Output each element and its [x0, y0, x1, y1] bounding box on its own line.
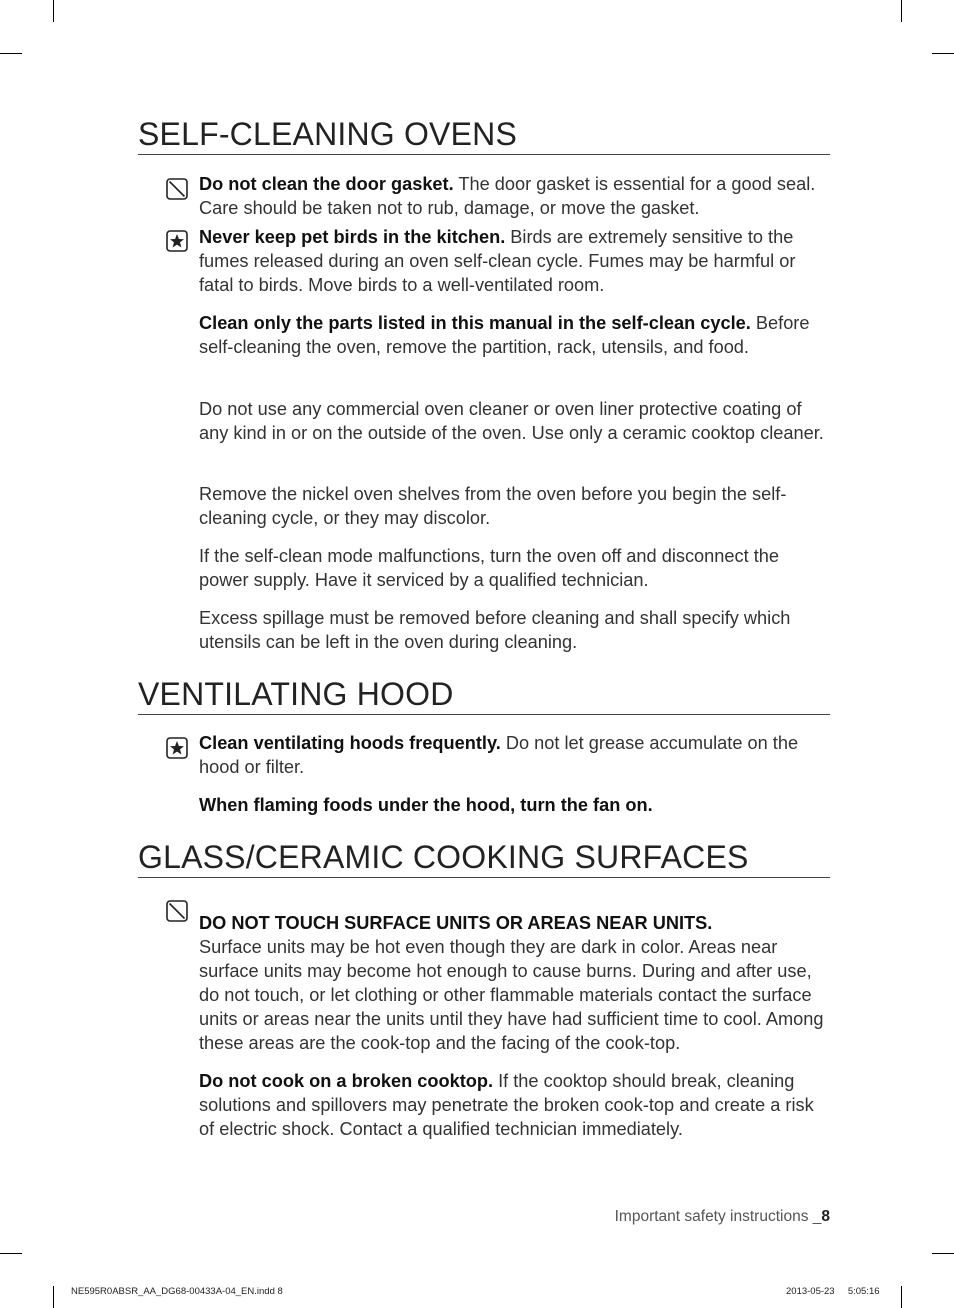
warning-heading: Never keep pet birds in the kitchen. — [199, 227, 506, 247]
instruction-heading: Clean only the parts listed in this manual in the self-clean cycle. — [199, 313, 751, 333]
warning-star-icon — [166, 230, 188, 252]
warning-paragraph — [199, 172, 831, 220]
warning-heading: DO NOT TOUCH SURFACE UNITS OR AREAS NEAR UNITS. — [199, 913, 713, 933]
crop-mark — [932, 53, 954, 54]
warning-paragraph — [199, 911, 831, 1055]
warning-heading: Do not clean the door gasket. — [199, 174, 454, 194]
instruction-heading: Do not cook on a broken cooktop. — [199, 1071, 494, 1091]
instruction-paragraph: Excess spillage must be removed before cleaning and shall specify which utensils can be left in the oven during cleaning. — [199, 608, 791, 652]
section-title: SELF-CLEANING OVENS — [138, 116, 830, 155]
crop-mark — [0, 53, 22, 54]
warning-text: Birds are extremely sensitive to the fumes released during an oven self-clean cycle. Fumes may be harmful or fatal to birds. Move birds to a well-ventilated room. — [199, 227, 796, 295]
page-footer — [615, 1208, 830, 1226]
crop-mark — [901, 1286, 902, 1308]
instruction-paragraph: Do not use any commercial oven cleaner or oven liner protective coating of any kind in or on the outside of the oven. Use only a ceramic cooktop cleaner. — [199, 399, 824, 443]
warning-text: Do not let grease accumulate on the hood or filter. — [199, 733, 799, 777]
crop-mark — [53, 0, 54, 22]
instruction-paragraph: If the self-clean mode malfunctions, turn the oven off and disconnect the power supply. Have it serviced by a qualified technician. — [199, 546, 779, 590]
warning-text: Surface units may be hot even though they are dark in color. Areas near surface units may become hot enough to cause burns. During and after use, do not touch, or let clothing or other flammable materials contact the surface units or areas near the units until they have had sufficient time to cool. Among these areas are the cook-top and the facing of the cook-top. — [199, 937, 824, 1053]
crop-mark — [932, 1253, 954, 1254]
section-title: GLASS/CERAMIC COOKING SURFACES — [138, 839, 830, 878]
slug-mark — [837, 1286, 845, 1297]
crop-mark — [0, 1253, 22, 1254]
instruction-paragraph — [199, 1069, 831, 1141]
warning-text: The door gasket is essential for a good seal. Care should be taken not to rub, damage, or move the gasket. — [199, 174, 816, 218]
instruction-text: Before self-cleaning the oven, remove the partition, rack, utensils, and food. — [199, 313, 810, 357]
crop-mark — [901, 0, 902, 22]
print-slug-timestamp — [786, 1286, 880, 1297]
section-title: VENTILATING HOOD — [138, 676, 830, 715]
page-number: 8 — [821, 1208, 830, 1225]
crop-mark — [53, 1286, 54, 1308]
warning-paragraph — [199, 731, 831, 779]
slug-date: 2013-05-23 — [786, 1286, 835, 1297]
instruction-text: If the cooktop should break, cleaning solutions and spillovers may penetrate the broken cook-top and create a risk of electric shock. Contact a qualified technician immediately. — [199, 1071, 814, 1139]
warning-heading: Clean ventilating hoods frequently. — [199, 733, 501, 753]
instruction-paragraph — [199, 793, 831, 817]
prohibition-icon — [166, 178, 188, 200]
instruction-heading: When flaming foods under the hood, turn the fan on. — [199, 795, 653, 815]
slug-time: 5:05:16 — [847, 1286, 880, 1297]
instruction-paragraph — [199, 311, 831, 359]
footer-label: Important safety instructions _ — [614, 1208, 822, 1225]
instruction-paragraph: Remove the nickel oven shelves from the oven before you begin the self-cleaning cycle, or they may discolor. — [199, 484, 787, 528]
prohibition-icon — [166, 900, 188, 922]
warning-paragraph — [199, 225, 831, 297]
warning-star-icon — [166, 737, 188, 759]
print-slug-file: NE595R0ABSR_AA_DG68-00433A-04_EN.indd 8 — [71, 1286, 283, 1297]
